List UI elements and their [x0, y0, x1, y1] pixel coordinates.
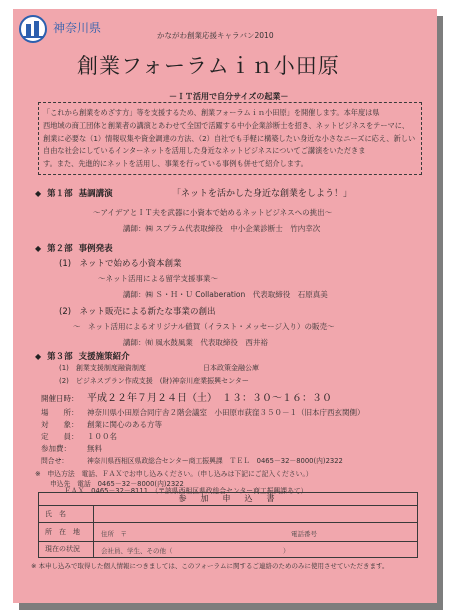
address-label: 所 在 地 [39, 523, 94, 541]
application-form [38, 492, 418, 558]
target-value: 創業に関心のある方等 [87, 420, 162, 429]
support-item-1-org: 日本政策金融公庫 [203, 364, 259, 372]
page-title: 創業フォーラムｉｎ小田原 [77, 54, 340, 78]
place-label: 場 所： [41, 408, 79, 417]
contact-label: 問合せ： [41, 457, 69, 465]
part2-label: 第２部 [47, 244, 73, 254]
info-place [41, 407, 365, 418]
prefecture-name: 神奈川県 [53, 21, 102, 35]
case2-title: (2) ネット販売による新たな事業の創出 [59, 307, 216, 317]
form-row-address[interactable] [39, 523, 417, 542]
part3-title: 支援施策紹介 [78, 352, 130, 362]
prefecture-logo [17, 15, 50, 45]
series-name: かながわ創業応援キャラバン2010 [157, 31, 274, 40]
part2-heading [35, 242, 113, 254]
capacity-value: １００名 [87, 432, 117, 441]
info-capacity [41, 431, 117, 442]
info-date [41, 389, 332, 404]
support-item-1: (1) 創業支援制度融資制度 [59, 364, 146, 372]
address-value: 住所 〒 [101, 530, 127, 538]
support-item-2: (2) ビジネスプラン作成支援 (財)神奈川産業振興センター [59, 377, 249, 385]
part1-heading [35, 187, 113, 199]
part1-title: 基調講演 [78, 189, 113, 199]
part3-label: 第３部 [47, 352, 73, 362]
date-label: 開催日時： [41, 394, 79, 403]
info-contact [41, 455, 343, 465]
intro-line: 創業に必要な（1）情報収集や資金調達の方法、（2）自社でも手軽に構築したい身近な小さなニーズに応え、新しい [43, 133, 416, 143]
part1-speaker: 講師：㈱ スプラム代表取締役 中小企業診断士 竹内幸次 [123, 224, 321, 233]
tagline: －ＩＴ活用で自分サイズの起業－ [169, 92, 289, 101]
capacity-label: 定 員： [41, 432, 79, 441]
privacy-footnote: ※ 本申し込みで取得した個人情報につきましては、このフォーラムに関するご連絡のためのみに使用させていただきます。 [31, 562, 389, 570]
date-value: 平成２２年７月２４日（土） １３：３０～１６：３０ [87, 393, 332, 404]
part1-label: 第１部 [47, 189, 73, 199]
intro-line: 「これから創業をめざす方」等を支援するため、創業フォーラムｉｎ小田原」を開催します。本年度は県 [43, 108, 380, 117]
status-value: 会社員、学生、その他（ ） [101, 547, 290, 555]
diamond-icon: ◆ [35, 189, 42, 198]
diamond-icon: ◆ [35, 352, 42, 361]
case1-title: (1) ネットで始める小資本創業 [59, 259, 182, 269]
intro-line: 自由な社会にしているインターネットを活用した身近なネットビジネスについてご講演をいただきま [43, 146, 366, 156]
case1-subtitle: ～ネット活用による留学支援事業～ [98, 274, 218, 283]
phone-label: 電話番号 [291, 530, 317, 538]
apply-note-method: ※ 申込方法 電話、ＦＡＸでお申し込みください。（申し込みは下記にご記入ください。） [35, 470, 313, 478]
fee-value: 無料 [87, 444, 102, 453]
apply-note-fax: ＦＡＸ 0465－32－8111 （〒該県西相区県政総合センター商工振興課あて） [64, 487, 308, 495]
apply-note-phone: 申込先 電話 0465－32－8000(内)2322 [50, 480, 184, 488]
info-target [41, 419, 162, 430]
intro-line: す。また、先進的にネットを活用し、事業を行っている事例も併せて紹介します。 [43, 159, 308, 169]
status-label: 現在の状況 [39, 542, 94, 558]
intro-line: 西地域の商工団体と創業者の講演とあわせて全国で活躍する中小企業診断士を招き、ネットビジネスをテーマに、 [43, 120, 410, 130]
fee-label: 参加費： [41, 444, 71, 453]
part2-title: 事例発表 [78, 244, 113, 254]
name-label: 氏 名 [39, 506, 94, 522]
case1-speaker: 講師：㈱ Ｓ・Ｈ・Ｕ Collaberation 代表取締役 石原真美 [123, 290, 328, 299]
intro-text [43, 107, 418, 171]
place-value: 神奈川県小田原合同庁舎２階会議室 小田原市荻窪３５０－１（旧本庁西玄関側） [87, 408, 365, 417]
contact-value: 神奈川県西相区県政総合センター商工振興課 ＴＥＬ 0465－32－8000(内)2322 [87, 457, 343, 465]
case2-speaker: 講師：㈲ 風水鼓風業 代表取締役 西井裕 [123, 338, 268, 347]
form-header: 参 加 申 込 書 [39, 493, 417, 506]
part1-subtitle: ～アイデアとＩＴ夫を武器に小資本で始めるネットビジネスへの挑出～ [93, 208, 333, 217]
part3-heading [35, 350, 130, 362]
diamond-icon: ◆ [35, 244, 42, 253]
part1-lecture-title: 「ネットを活かした身近な創業をしよう！」 [172, 189, 353, 199]
case2-subtitle: ～ ネット活用によるオリジナル値賀（イラスト・メッセージ入り）の販売～ [73, 322, 335, 331]
form-row-status[interactable] [39, 542, 417, 558]
target-label: 対 象： [41, 420, 79, 429]
info-fee [41, 443, 102, 454]
form-row-name[interactable] [39, 506, 417, 523]
flyer-sheet [13, 9, 437, 603]
